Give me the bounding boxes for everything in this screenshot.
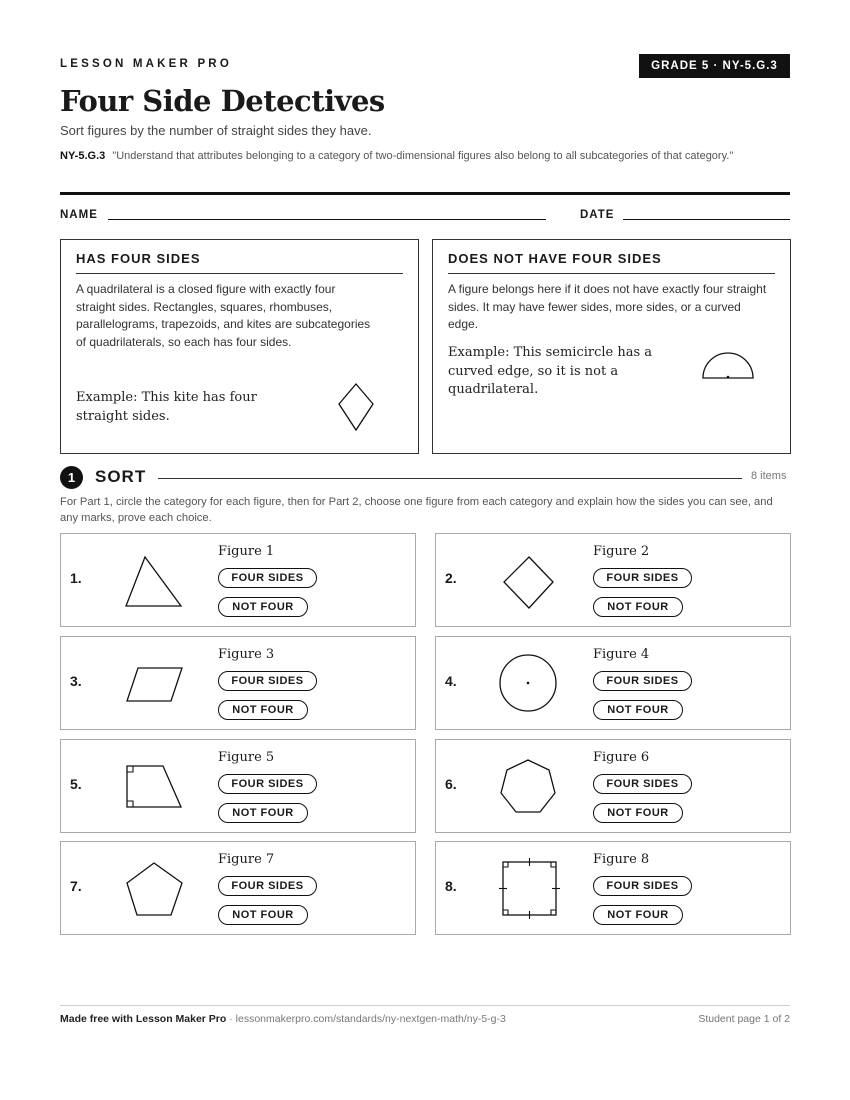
figure-card <box>435 841 791 935</box>
standard-statement <box>60 148 790 164</box>
figure-label: Figure 6 <box>593 750 650 765</box>
figure-card <box>435 636 791 730</box>
sort-heading: SORT <box>95 467 147 486</box>
sort-instructions: For Part 1, circle the category for each figure, then for Part 2, choose one figure from each category and explain how the sides you can see, and any marks, prove each choice. <box>60 496 773 524</box>
box-divider <box>448 273 775 274</box>
figure-card <box>60 636 416 730</box>
square-icon <box>491 854 561 924</box>
four-sides-option[interactable]: FOUR SIDES <box>593 671 692 691</box>
figure-label: Figure 4 <box>593 647 650 662</box>
not-four-sides-text: A figure belongs here if it does not have exactly four straight sides. It may have fewer sides, more sides, or a curved edge. <box>448 282 767 331</box>
figure-number: 4. <box>445 673 457 689</box>
semicircle-icon <box>701 350 755 380</box>
figure-number: 6. <box>445 776 457 792</box>
kite-icon <box>336 381 376 433</box>
figure-number: 1. <box>70 570 82 586</box>
footer-made-by: Made free with Lesson Maker Pro <box>60 1013 227 1025</box>
heptagon-icon <box>491 752 561 822</box>
has-four-sides-heading: HAS FOUR SIDES <box>76 251 201 266</box>
figure-number: 3. <box>70 673 82 689</box>
four-sides-option[interactable]: FOUR SIDES <box>593 876 692 896</box>
figure-number: 5. <box>70 776 82 792</box>
date-label: DATE <box>580 209 615 221</box>
not-four-sides-heading: DOES NOT HAVE FOUR SIDES <box>448 251 662 266</box>
four-sides-option[interactable]: FOUR SIDES <box>218 568 317 588</box>
trapezoid-icon <box>116 752 186 822</box>
parallelogram-icon <box>116 649 186 719</box>
figure-card <box>60 739 416 833</box>
standard-code: NY-5.G.3 <box>60 150 106 162</box>
figure-card <box>60 841 416 935</box>
item-count: 8 items <box>751 470 787 482</box>
not-four-sides-box <box>432 239 791 454</box>
not-four-sides-example: Example: This semicircle has a curved edge, so it is not a quadrilateral. <box>448 345 653 397</box>
figure-card <box>435 739 791 833</box>
figure-label: Figure 5 <box>218 750 275 765</box>
has-four-sides-text: A quadrilateral is a closed figure with exactly four straight sides. Rectangles, squares, rhombuses, parallelograms, trapezoids, and kites are subcategories of quadrilaterals, so each has four sides. <box>76 282 371 349</box>
figure-card <box>435 533 791 627</box>
four-sides-option[interactable]: FOUR SIDES <box>218 876 317 896</box>
figure-label: Figure 3 <box>218 647 275 662</box>
four-sides-option[interactable]: FOUR SIDES <box>593 568 692 588</box>
circle-icon <box>491 649 561 719</box>
not-four-option[interactable]: NOT FOUR <box>218 803 308 823</box>
figure-label: Figure 1 <box>218 544 275 559</box>
triangle-icon <box>116 546 186 616</box>
footer-url[interactable]: · lessonmakerpro.com/standards/ny-nextgen-math/ny-5-g-3 <box>226 1013 506 1025</box>
page-title: Four Side Detectives <box>60 84 385 118</box>
page-indicator: Student page 1 of 2 <box>698 1013 790 1025</box>
page-subtitle: Sort figures by the number of straight sides they have. <box>60 123 372 138</box>
not-four-option[interactable]: NOT FOUR <box>593 597 683 617</box>
header-divider <box>60 192 790 195</box>
footer-credit <box>60 1013 506 1025</box>
figure-card <box>60 533 416 627</box>
not-four-option[interactable]: NOT FOUR <box>218 905 308 925</box>
not-four-option[interactable]: NOT FOUR <box>593 905 683 925</box>
four-sides-option[interactable]: FOUR SIDES <box>593 774 692 794</box>
has-four-sides-box <box>60 239 419 454</box>
date-field[interactable] <box>623 219 790 220</box>
section-divider <box>158 478 742 479</box>
figure-label: Figure 2 <box>593 544 650 559</box>
standard-text: "Understand that attributes belonging to a category of two-dimensional figures also belong to all subcategories of that category." <box>112 150 734 162</box>
name-field[interactable] <box>108 219 546 220</box>
four-sides-option[interactable]: FOUR SIDES <box>218 774 317 794</box>
section-number: 1 <box>60 466 83 489</box>
figure-number: 7. <box>70 878 82 894</box>
not-four-option[interactable]: NOT FOUR <box>218 700 308 720</box>
not-four-option[interactable]: NOT FOUR <box>218 597 308 617</box>
has-four-sides-example: Example: This kite has four straight sides. <box>76 390 257 424</box>
brand-name: LESSON MAKER PRO <box>60 58 232 70</box>
four-sides-option[interactable]: FOUR SIDES <box>218 671 317 691</box>
pentagon-icon <box>116 854 186 924</box>
figure-number: 8. <box>445 878 457 894</box>
not-four-option[interactable]: NOT FOUR <box>593 700 683 720</box>
grade-badge: GRADE 5 · NY-5.G.3 <box>639 54 790 78</box>
footer-divider <box>60 1005 790 1006</box>
not-four-option[interactable]: NOT FOUR <box>593 803 683 823</box>
box-divider <box>76 273 403 274</box>
figure-number: 2. <box>445 570 457 586</box>
name-label: NAME <box>60 209 98 221</box>
rhombus-icon <box>491 546 561 616</box>
figure-label: Figure 8 <box>593 852 650 867</box>
figure-label: Figure 7 <box>218 852 275 867</box>
